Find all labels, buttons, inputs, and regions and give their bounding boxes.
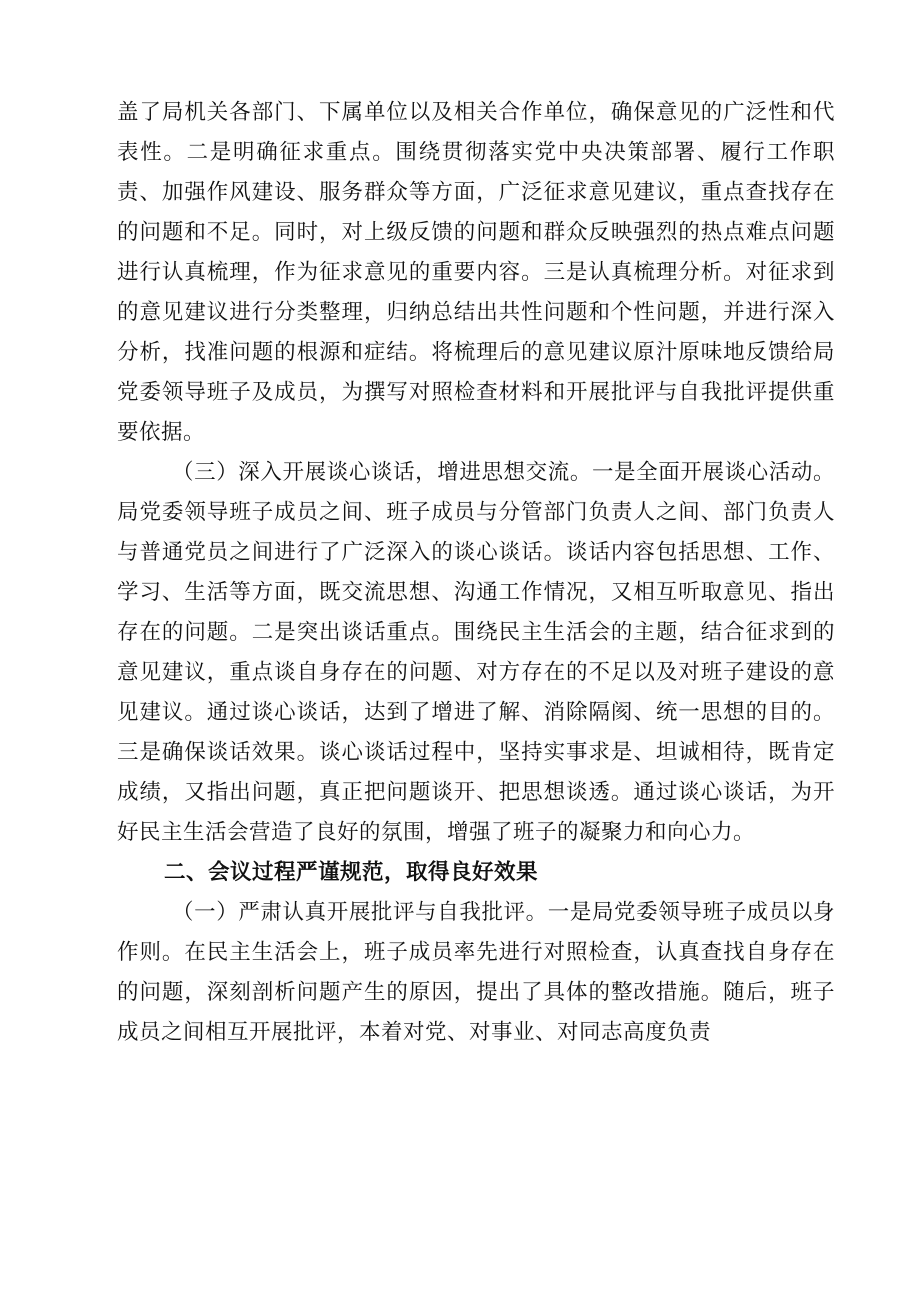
paragraph-criticism-self-criticism: （一）严肃认真开展批评与自我批评。一是局党委领导班子成员以身作则。在民主生活会上，班子成员率先进行对照检查，认真查找自身存在的问题，深刻剖析问题产生的原因，提出了具体的整改措施。随后，班子成员之间相互开展批评，本着对党、对事业、对同志高度负责 — [117, 900, 835, 1045]
paragraph-opinion-collection: 盖了局机关各部门、下属单位以及相关合作单位，确保意见的广泛性和代表性。二是明确征求重点。围绕贯彻落实党中央决策部署、履行工作职责、加强作风建设、服务群众等方面，广泛征求意见建议，重点查找存在的问题和不足。同时，对上级反馈的问题和群众反映强烈的热点难点问题进行认真梳理，作为征求意见的重要内容。三是认真梳理分析。对征求到的意见建议进行分类整理，归纳总结出共性问题和个性问题，并进行深入分析，找准问题的根源和症结。将梳理后的意见建议原汁原味地反馈给局党委领导班子及成员，为撰写对照检查材料和开展批评与自我批评提供重要依据。 — [117, 100, 835, 445]
section-heading-meeting-process: 二、会议过程严谨规范，取得良好效果 — [164, 860, 539, 885]
paragraph-heart-to-heart-talks: （三）深入开展谈心谈话，增进思想交流。一是全面开展谈心活动。局党委领导班子成员之间、班子成员与分管部门负责人之间、部门负责人与普通党员之间进行了广泛深入的谈心谈话。谈话内容包括思想、工作、学习、生活等方面，既交流思想、沟通工作情况，又相互听取意见、指出存在的问题。二是突出谈话重点。围绕民主生活会的主题，结合征求到的意见建议，重点谈自身存在的问题、对方存在的不足以及对班子建设的意见建议。通过谈心谈话，达到了增进了解、消除隔阂、统一思想的目的。三是确保谈话效果。谈心谈话过程中，坚持实事求是、坦诚相待，既肯定成绩，又指出问题，真正把问题谈开、把思想谈透。通过谈心谈话，为开好民主生活会营造了良好的氛围，增强了班子的凝聚力和向心力。 — [117, 460, 835, 845]
document-body — [117, 93, 835, 1053]
